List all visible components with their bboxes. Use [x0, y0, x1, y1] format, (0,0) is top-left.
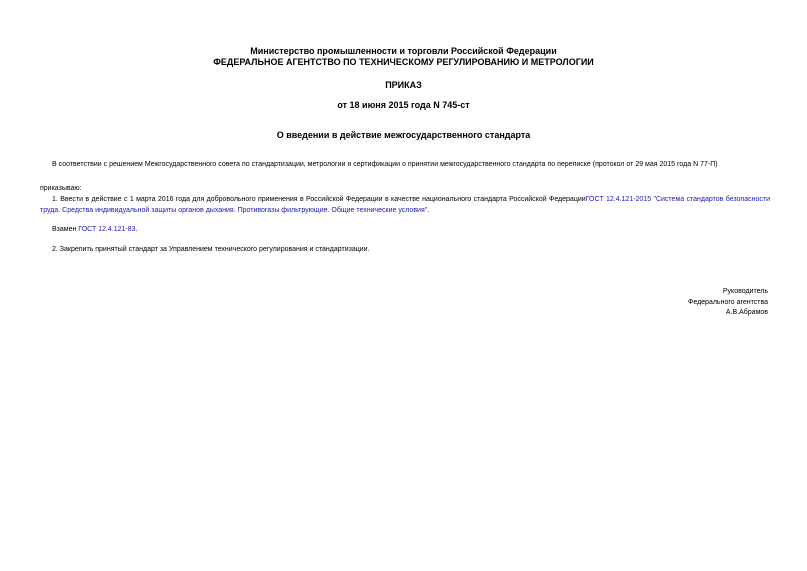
- replace-end: .: [135, 226, 138, 233]
- signature-role: Руководитель: [722, 288, 768, 295]
- signature-org: Федерального агентства: [688, 299, 768, 306]
- replace-prefix: Взамен: [52, 226, 79, 233]
- item-2-paragraph: 2. Закрепить принятый стандарт за Управлением технического регулирования и стандартизации.: [52, 246, 370, 253]
- order-word: приказываю:: [40, 185, 82, 192]
- gost-2015-link[interactable]: ГОСТ 12.4.121-2015 "Система стандартов безопасности труда. Средства индивидуальной защиты органов дыхания. Противогазы фильтрующие. Общие технические условия": [40, 196, 770, 214]
- item-1-text: 1. Ввести в действие с 1 марта 2016 года для добровольного применения в Российской Федерации в качестве национального стандарта Российской Федерации: [52, 196, 586, 203]
- preamble-paragraph: В соответствии с решением Межгосударственного совета по стандартизации, метрологии и сертификации о принятии межгосударственного стандарта по переписке (протокол от 29 мая 2015 года N 77-П): [52, 161, 718, 168]
- document-subject: О введении в действие межгосударственного стандарта: [276, 130, 531, 140]
- gost-1983-link[interactable]: ГОСТ 12.4.121-83: [78, 226, 136, 233]
- item-1-paragraph: [40, 194, 770, 216]
- document-type: ПРИКАЗ: [385, 80, 422, 90]
- item-1-end: .: [427, 207, 430, 214]
- document-date: от 18 июня 2015 года N 745-ст: [337, 100, 470, 110]
- signature-name: А.В.Абрамов: [725, 309, 768, 316]
- agency-title: ФЕДЕРАЛЬНОЕ АГЕНТСТВО ПО ТЕХНИЧЕСКОМУ РЕГУЛИРОВАНИЮ И МЕТРОЛОГИИ: [213, 57, 594, 67]
- replace-paragraph: [52, 224, 138, 235]
- ministry-title: Министерство промышленности и торговли Российской Федерации: [250, 46, 557, 56]
